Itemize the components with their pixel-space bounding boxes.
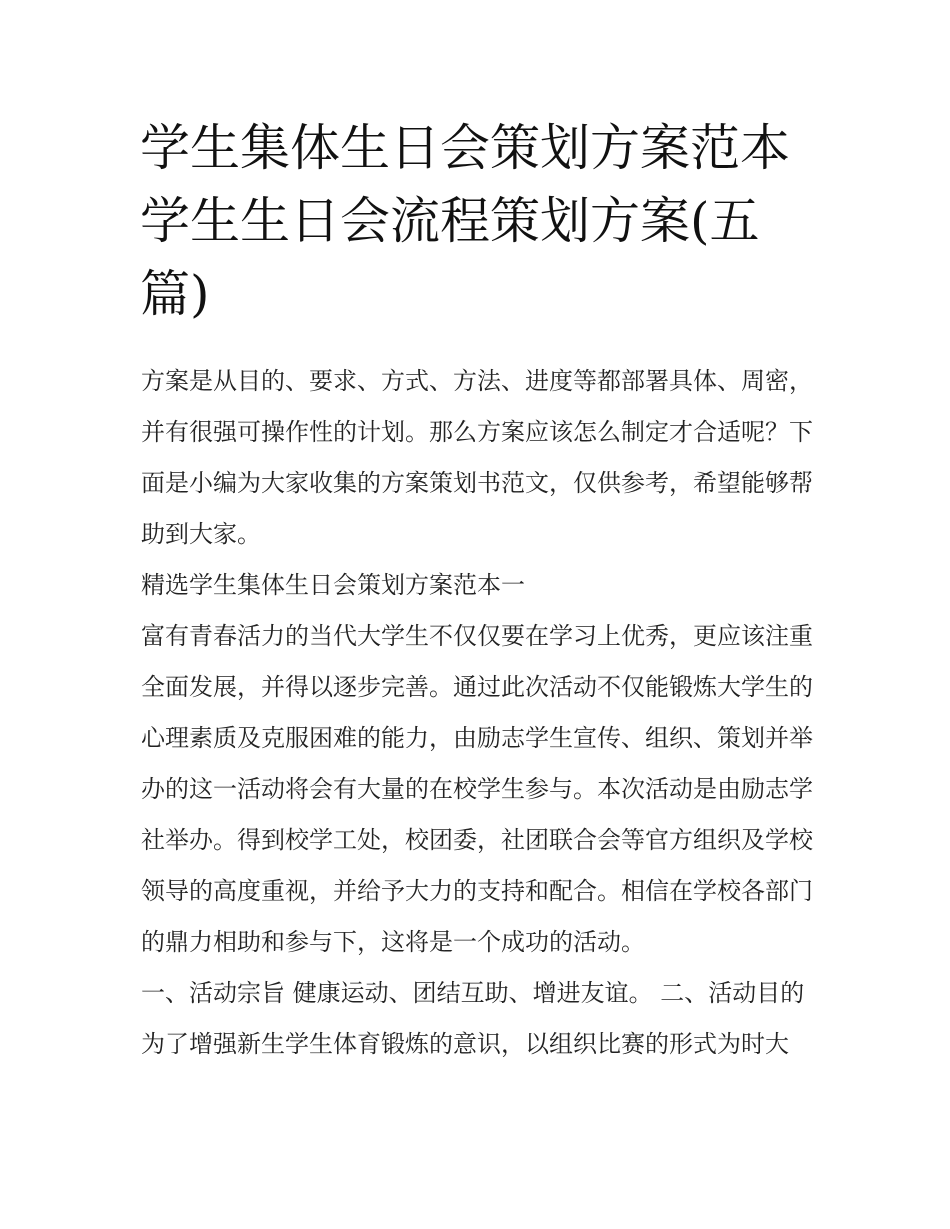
intro-paragraph: 方案是从目的、要求、方式、方法、进度等都部署具体、周密，并有很强可操作性的计划。那么方案应该怎么制定才合适呢？下面是小编为大家收集的方案策划书范文，仅供参考，希望能够帮助到大家。: [141, 367, 813, 548]
body-paragraph: 一、活动宗旨 健康运动、团结互助、增进友谊。 二、活动目的: [141, 979, 805, 1007]
section-heading: 精选学生集体生日会策划方案范本一: [141, 571, 525, 599]
document-title: 学生集体生日会策划方案范本学生生日会流程策划方案(五篇): [140, 119, 790, 323]
document-body: [141, 356, 813, 1070]
body-paragraph: 富有青春活力的当代大学生不仅仅要在学习上优秀，更应该注重全面发展，并得以逐步完善。通过此次活动不仅能锻炼大学生的心理素质及克服困难的能力，由励志学生宣传、组织、策划并举办的这一活动将会有大量的在校学生参与。本次活动是由励志学社举办。得到校学工处，校团委，社团联合会等官方组织及学校领导的高度重视，并给予大力的支持和配合。相信在学校各部门的鼎力相助和参与下，这将是一个成功的活动。: [141, 622, 813, 956]
body-paragraph: 为了增强新生学生体育锻炼的意识，以组织比赛的形式为时大: [141, 1030, 789, 1058]
